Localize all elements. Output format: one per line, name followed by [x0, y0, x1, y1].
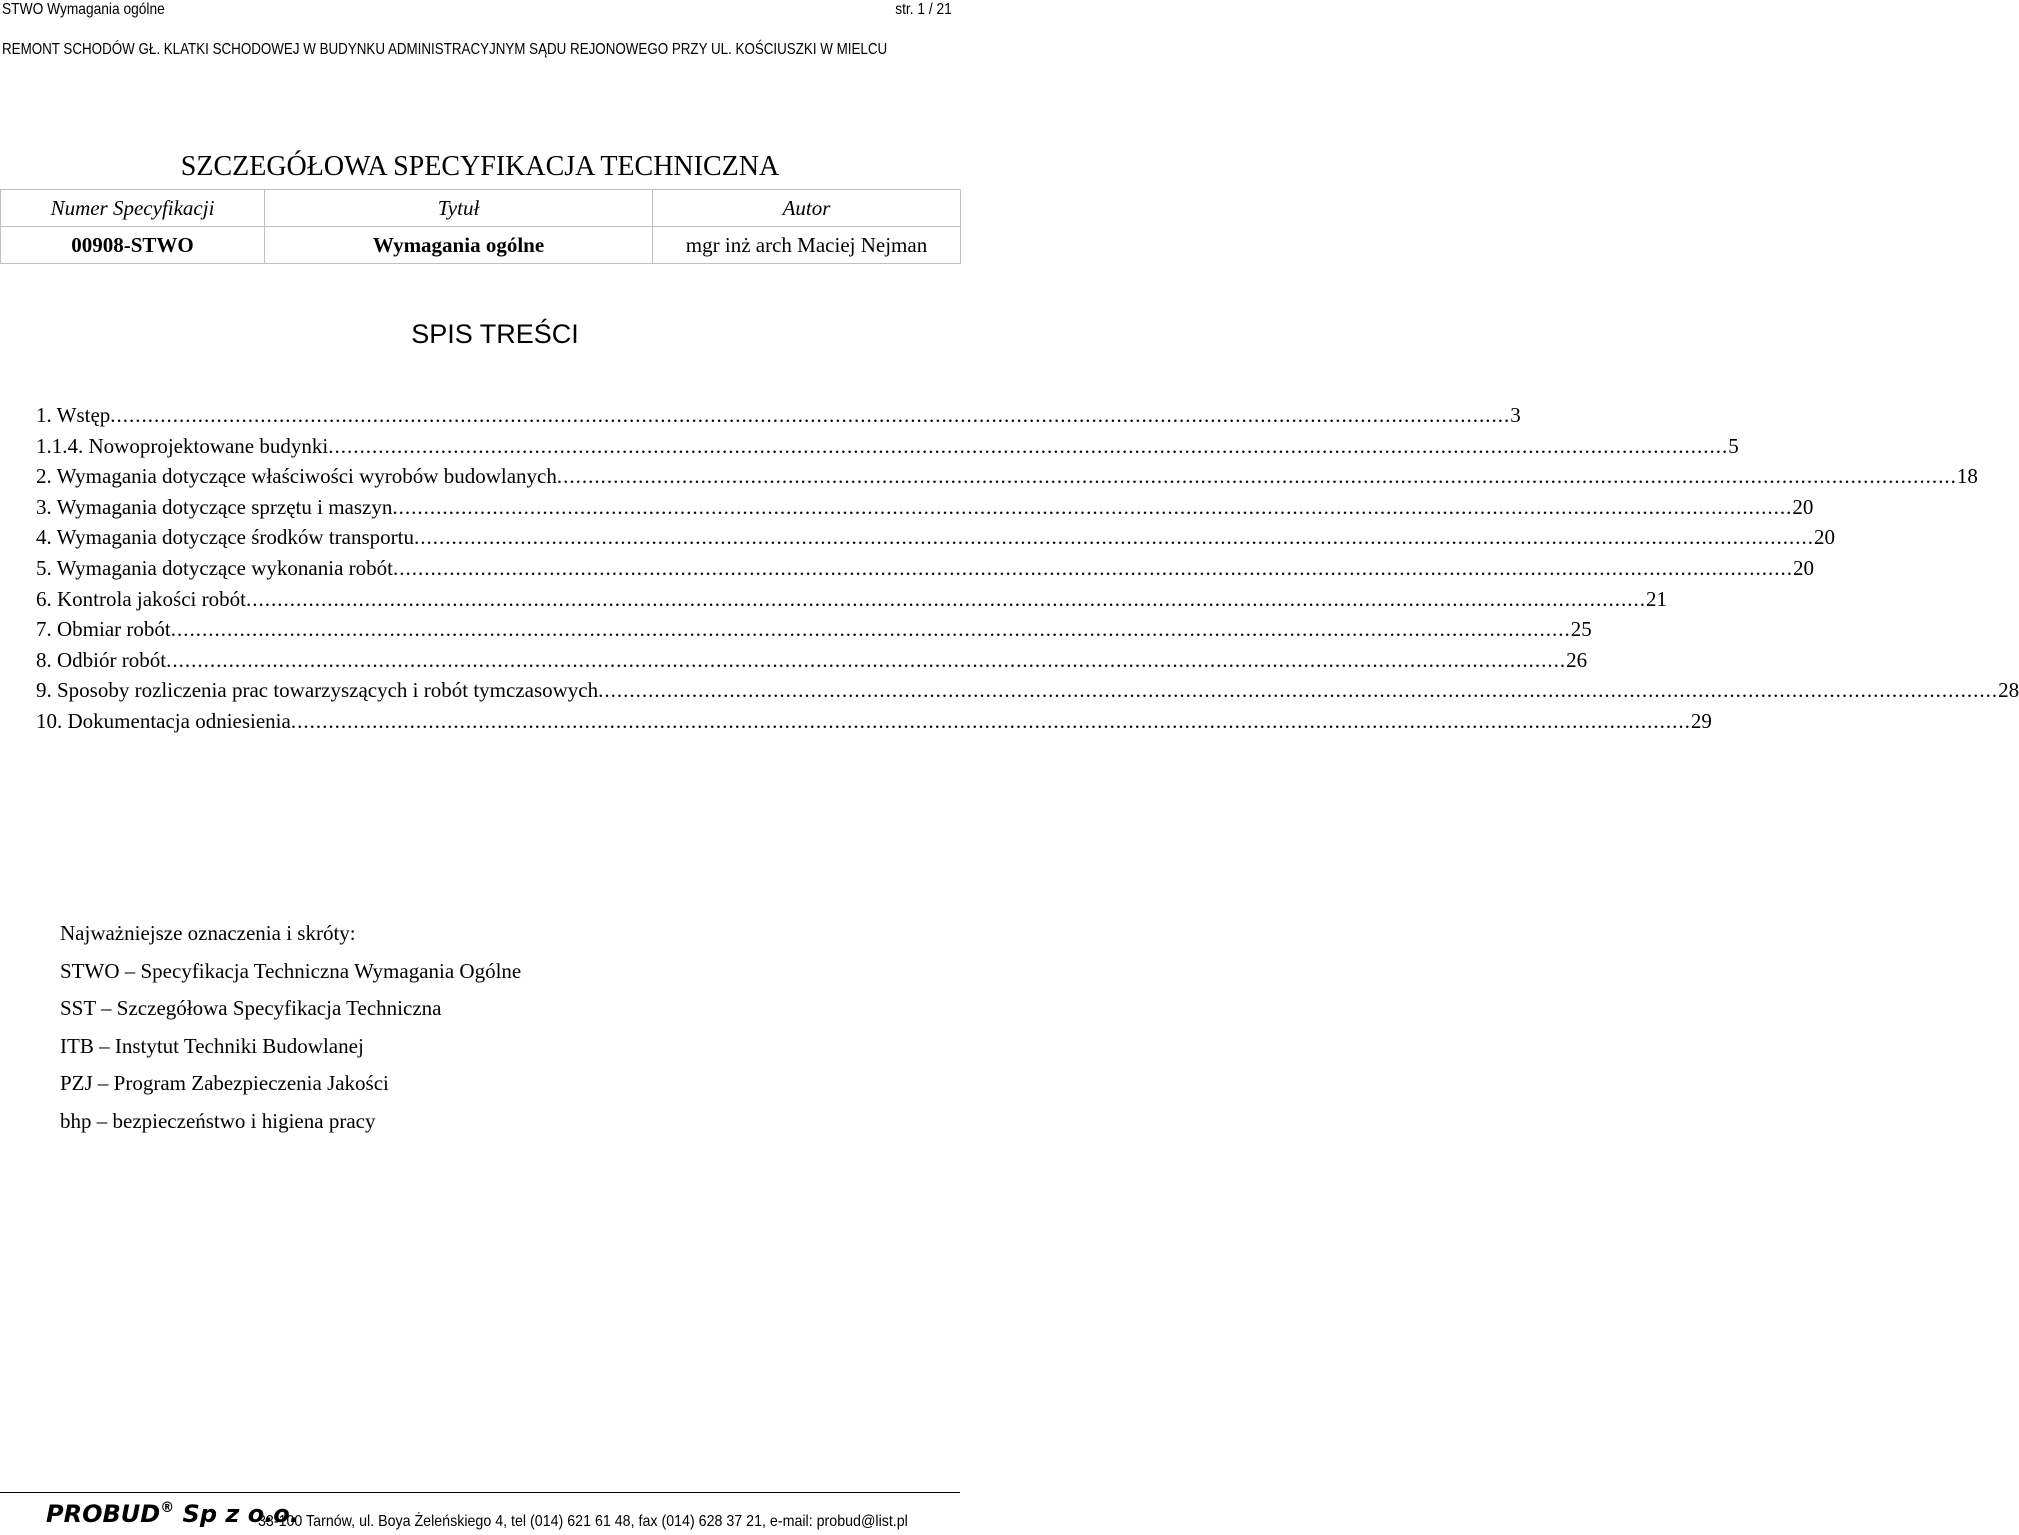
spec-title: Wymagania ogólne	[265, 227, 653, 264]
abbreviation-item: SST – Szczegółowa Specyfikacja Techniczna	[60, 996, 442, 1020]
toc-entry[interactable]	[36, 675, 2019, 706]
toc-leader-dots	[166, 645, 1566, 675]
toc-entry[interactable]	[36, 431, 1739, 462]
toc-entry-page: 28	[1998, 678, 2019, 703]
toc-leader-dots	[246, 584, 1646, 614]
toc-leader-dots	[291, 706, 1691, 736]
toc-leader-dots	[171, 614, 1571, 644]
toc-entry[interactable]	[36, 645, 1588, 676]
toc-entry-title: 10. Dokumentacja odniesienia	[36, 708, 291, 733]
toc-entry-page: 3	[1510, 403, 1521, 427]
toc-entry-title: 3. Wymagania dotyczące sprzętu i maszyn	[36, 494, 393, 519]
spec-table-header-row	[1, 190, 961, 227]
toc-entry-page: 21	[1645, 586, 1667, 611]
toc-entry-title: 8. Odbiór robót	[36, 647, 167, 672]
abbreviation-item: PZJ – Program Zabezpieczenia Jakości	[60, 1071, 389, 1095]
toc-entry[interactable]	[36, 553, 1814, 584]
page-footer	[0, 1492, 960, 1535]
toc-entry[interactable]	[36, 492, 1814, 523]
toc-leader-dots	[328, 431, 1728, 461]
toc-entry-page: 20	[1792, 494, 1814, 519]
toc-entry-page: 5	[1728, 433, 1739, 458]
registered-mark: ®	[160, 1500, 175, 1516]
toc-leader-dots	[598, 675, 1998, 705]
toc-entry[interactable]	[36, 614, 1592, 645]
toc-entry-title: 9. Sposoby rozliczenia prac towarzyszących i robót tymczasowych	[36, 678, 599, 703]
toc-leader-dots	[110, 400, 1510, 430]
toc-entry-title: 4. Wymagania dotyczące środków transportu	[36, 525, 414, 550]
abbreviation-item: STWO – Specyfikacja Techniczna Wymagania Ogólne	[60, 958, 522, 983]
toc-entry-page: 20	[1792, 555, 1814, 580]
spec-header-number: Numer Specyfikacji	[1, 190, 265, 227]
company-suffix: Sp z o.o.	[174, 1500, 299, 1528]
toc-entry-title: 7. Obmiar robót	[36, 617, 171, 642]
toc-entry[interactable]	[36, 461, 1978, 492]
spec-number: 00908-STWO	[1, 227, 265, 264]
toc-leader-dots	[392, 492, 1792, 522]
table-of-contents	[36, 400, 2019, 737]
toc-entry[interactable]	[36, 584, 1667, 615]
abbreviations-section	[60, 915, 521, 1140]
spec-table	[0, 189, 961, 264]
toc-entry-title: 2. Wymagania dotyczące właściwości wyrobów budowlanych	[36, 464, 557, 489]
toc-entry[interactable]	[36, 400, 1521, 431]
toc-entry-page: 25	[1570, 617, 1592, 642]
toc-entry-page: 18	[1956, 464, 1978, 489]
toc-entry-page: 20	[1813, 525, 1835, 550]
company-name: PROBUD	[46, 1500, 161, 1528]
toc-entry-title: 1.1.4. Nowoprojektowane budynki	[36, 433, 329, 458]
spec-author: mgr inż arch Maciej Nejman	[653, 227, 961, 264]
project-subtitle: REMONT SCHODÓW GŁ. KLATKI SCHODOWEJ W BUDYNKU ADMINISTRACYJNYM SĄDU REJONOWEGO PRZY UL. KOŚCIUSZKI W MIELCU	[2, 41, 888, 58]
toc-entry-page: 29	[1690, 708, 1712, 733]
toc-entry-title: 6. Kontrola jakości robót	[36, 586, 246, 611]
abbreviation-item: bhp – bezpieczeństwo i higiena pracy	[60, 1108, 376, 1133]
page-number: str. 1 / 21	[895, 1, 952, 18]
toc-title: SPIS TREŚCI	[411, 319, 579, 349]
spec-table-value-row	[1, 227, 961, 264]
abbreviation-item: ITB – Instytut Techniki Budowlanej	[60, 1033, 364, 1058]
toc-leader-dots	[393, 553, 1793, 583]
spec-header-title: Tytuł	[265, 190, 653, 227]
abbreviations-title: Najważniejsze oznaczenia i skróty:	[60, 921, 356, 945]
spec-header-author: Autor	[653, 190, 961, 227]
running-header-title: STWO Wymagania ogólne	[2, 1, 165, 18]
toc-entry[interactable]	[36, 706, 1712, 737]
toc-leader-dots	[557, 461, 1957, 491]
toc-entry-title: 5. Wymagania dotyczące wykonania robót	[36, 555, 393, 580]
toc-entry-title: 1. Wstęp	[36, 403, 111, 427]
toc-entry[interactable]	[36, 522, 1835, 553]
toc-leader-dots	[414, 522, 1814, 552]
document-title: SZCZEGÓŁOWA SPECYFIKACJA TECHNICZNA	[180, 151, 780, 182]
company-contact: 33-100 Tarnów, ul. Boya Żeleńskiego 4, tel (014) 621 61 48, fax (014) 628 37 21, e-mail: probud@list.pl	[258, 1513, 908, 1530]
toc-entry-page: 26	[1566, 647, 1588, 672]
